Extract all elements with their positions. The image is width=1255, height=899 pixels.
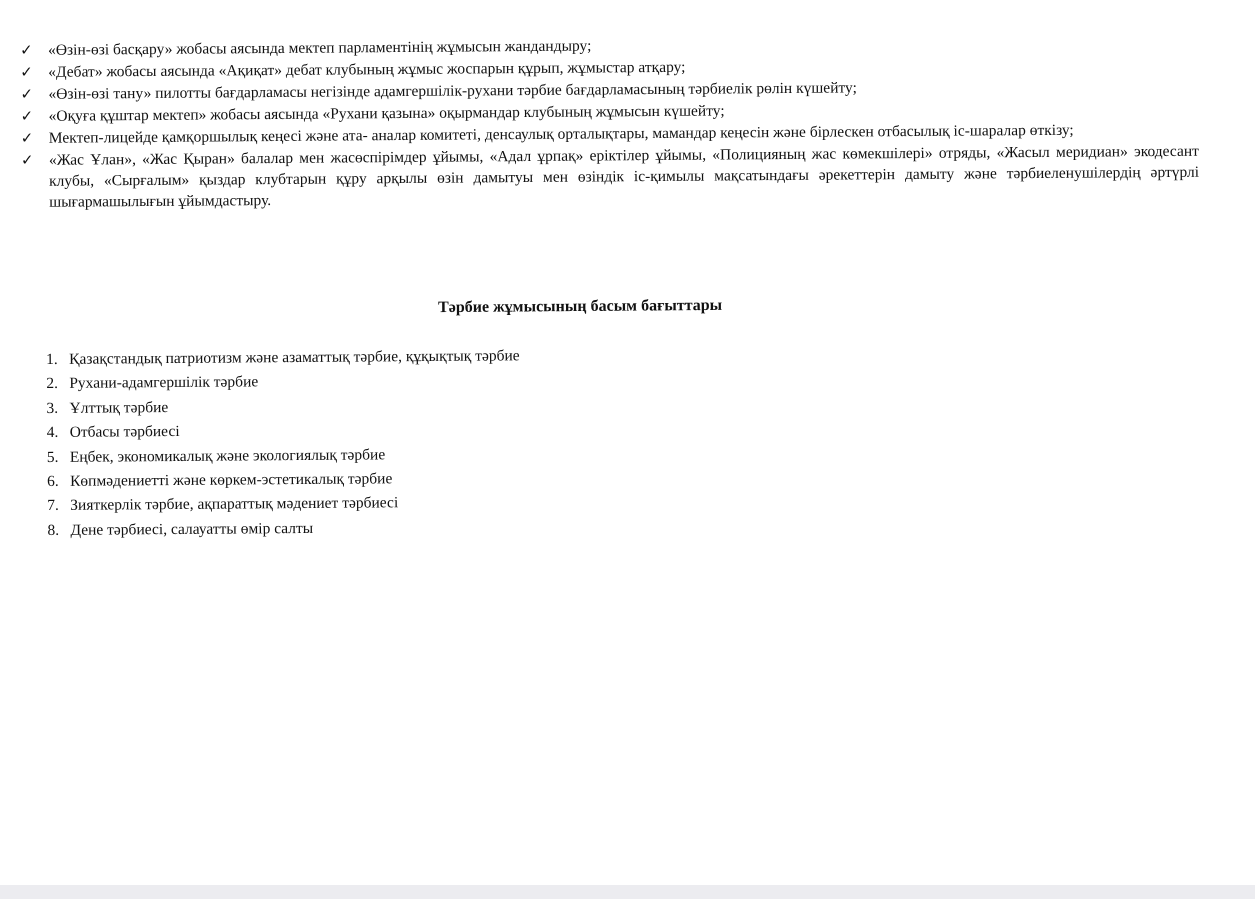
list-item-number: 5. — [46, 448, 59, 466]
checkmark-icon: ✓ — [20, 106, 34, 125]
list-item-number: 1. — [46, 350, 58, 368]
checklist-item-text: «Оқуға құштар мектеп» жобасы аясында «Рухани қазына» оқырмандар клубының жұмысын күшейту; — [48, 102, 725, 125]
list-item-text: Рухани-адамгершілік тәрбие — [69, 373, 259, 393]
checkmark-icon: ✓ — [20, 150, 34, 169]
checkmark-icon: ✓ — [20, 128, 34, 147]
checklist-item-text: «Өзін-өзі тану» пилотты бағдарламасы негізінде адамгершілік-рухани тәрбие бағдарламасының тәрбиелік рөлін күшейту; — [48, 79, 857, 103]
list-item-text: Ұлттық тәрбие — [69, 398, 169, 417]
list-item — [47, 513, 747, 543]
checklist-item-text: «Өзін-өзі басқару» жобасы аясында мектеп парламентінің жұмысын жандандыру; — [48, 37, 592, 59]
checkmark-icon: ✓ — [20, 40, 33, 59]
list-item-text: Қазақстандық патриотизм және азаматтық тәрбие, құқықтық тәрбие — [69, 347, 520, 368]
list-item-number: 7. — [47, 497, 59, 515]
checklist-item-text: Мектеп-лицейде қамқоршылық кеңесі және ата- аналар комитеті, денсаулық орталықтары, мамандар кеңесін және бірлескен отбасылық іс-шаралар өткізу; — [48, 121, 1074, 147]
list-item-text: Отбасы тәрбиесі — [69, 423, 180, 442]
list-item-number: 2. — [46, 375, 58, 393]
list-item-text: Еңбек, экономикалық және экологиялық тәрбие — [69, 445, 386, 466]
list-item-number: 8. — [47, 521, 60, 539]
checklist-item-text: «Жас Ұлан», «Жас Қыран» балалар мен жасөспірімдер ұйымы, «Адал ұрпақ» еріктілер ұйымы, «Полицияның жас көмекшілері» отряды, «Жасыл меридиан» экодесант клубы, «Сырғалым» қыздар клубтарын құру арқылы өзін дамытуы мен өзіндік іс-қимылы мақсатындағы әрекеттерін дамыту және тәрбиеленушілердің әртүрлі шығармашылығын ұйымдастыру. — [48, 142, 1200, 211]
task-checklist — [18, 31, 1199, 214]
list-item-text: Дене тәрбиесі, салауатты өмір салты — [70, 519, 314, 539]
checkmark-icon: ✓ — [20, 62, 33, 81]
list-item-number: 6. — [46, 472, 59, 491]
checklist-item-text: «Дебат» жобасы аясында «Ақиқат» дебат клубының жұмыс жоспарын құрып, жұмыстар атқару; — [48, 58, 686, 81]
list-item-text: Зияткерлік тәрбие, ақпараттық мәдениет тәрбиесі — [70, 494, 399, 515]
checklist-item — [19, 141, 1199, 213]
list-item-number: 4. — [46, 424, 59, 442]
viewer-bottom-strip — [0, 885, 1255, 899]
list-item-text: Көпмәдениетті және көркем-эстетикалық тәрбие — [69, 470, 393, 490]
priorities-list — [46, 343, 748, 544]
section-title: Тәрбие жұмысының басым бағыттары — [437, 296, 723, 317]
list-item-number: 3. — [46, 399, 59, 417]
checkmark-icon: ✓ — [20, 84, 34, 103]
